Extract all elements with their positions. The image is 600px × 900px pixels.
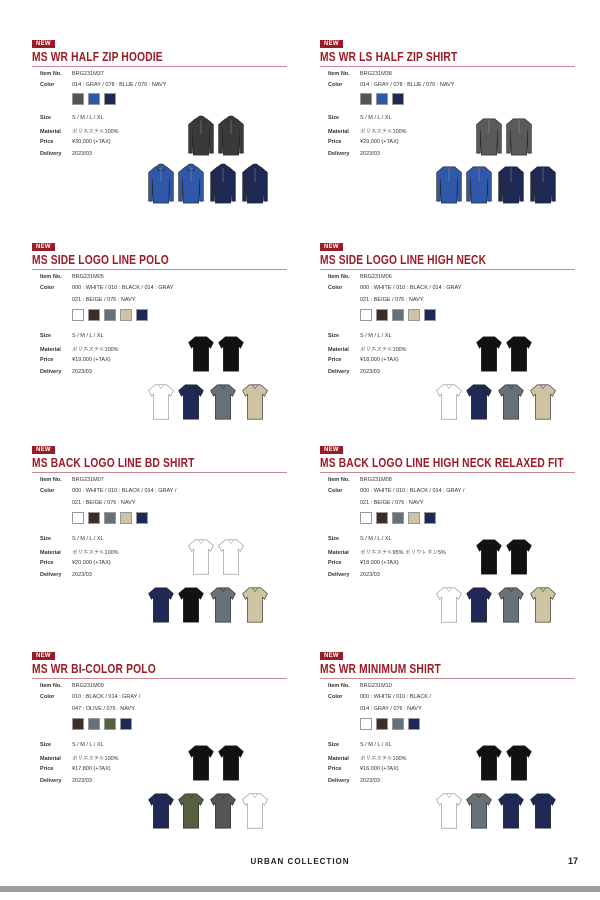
delivery-value: 2023/03 <box>360 151 380 157</box>
color-value: 014 : GRAY / 078 : BLUE / 076 : NAVY <box>360 82 455 88</box>
color-swatches <box>72 512 148 524</box>
polo-shirt-icon <box>209 381 237 428</box>
size-label: Size <box>328 742 340 748</box>
high-neck-shirt-icon <box>497 381 525 428</box>
material-label: Material <box>328 129 349 135</box>
material-value: ポリエステル100% <box>72 550 119 556</box>
color-value: 000 : WHITE / 010 : BLACK / 014 : GRAY / <box>360 488 465 494</box>
material-value: ポリエステル100% <box>360 347 407 353</box>
color-value-line2: 021 : BEIGE / 076 : NAVY <box>360 500 424 506</box>
color-swatch <box>104 512 116 524</box>
polo-shirt-icon <box>241 381 269 428</box>
size-value: S / M / L / XL <box>360 742 392 748</box>
color-label: Color <box>40 488 55 494</box>
color-value: 000 : WHITE / 010 : BLACK / 014 : GRAY <box>72 285 174 291</box>
color-swatch <box>360 93 372 105</box>
color-swatch <box>360 309 372 321</box>
garment-images <box>435 115 595 235</box>
item-no-value: BRG231M38 <box>360 71 392 77</box>
hoodie-icon <box>177 163 205 210</box>
size-value: S / M / L / XL <box>360 333 392 339</box>
title-rule <box>320 678 575 679</box>
item-no-value: BRG231M08 <box>360 477 392 483</box>
delivery-value: 2023/03 <box>360 778 380 784</box>
title-rule <box>32 472 287 473</box>
bicolor-polo-icon <box>241 790 269 837</box>
long-sleeve-shirt-icon <box>529 163 557 210</box>
size-value: S / M / L / XL <box>72 536 104 542</box>
price-label: Price <box>40 139 54 145</box>
color-swatches <box>72 718 132 730</box>
color-swatch <box>136 512 148 524</box>
material-label: Material <box>328 550 349 556</box>
color-swatch <box>392 309 404 321</box>
product-title: MS WR BI-COLOR POLO <box>32 662 156 676</box>
color-swatch <box>376 93 388 105</box>
size-value: S / M / L / XL <box>72 115 104 121</box>
color-swatches <box>360 718 420 730</box>
color-swatch <box>120 718 132 730</box>
high-neck-shirt-icon <box>475 333 503 380</box>
color-label: Color <box>40 694 55 700</box>
minimum-shirt-icon <box>529 790 557 837</box>
new-badge: NEW <box>32 652 55 660</box>
color-swatch <box>88 512 100 524</box>
size-label: Size <box>328 536 340 542</box>
bicolor-polo-icon <box>177 790 205 837</box>
title-rule <box>32 678 287 679</box>
bicolor-polo-icon <box>187 742 215 789</box>
garment-images <box>147 115 307 235</box>
long-sleeve-shirt-icon <box>465 163 493 210</box>
new-badge: NEW <box>320 243 343 251</box>
minimum-shirt-icon <box>505 742 533 789</box>
item-no-label: Item No. <box>328 71 350 77</box>
new-badge: NEW <box>32 40 55 48</box>
page-number: 17 <box>567 856 578 866</box>
color-swatch <box>72 93 84 105</box>
color-swatch <box>424 309 436 321</box>
size-value: S / M / L / XL <box>72 333 104 339</box>
size-value: S / M / L / XL <box>360 536 392 542</box>
product-block <box>32 243 302 433</box>
color-swatches <box>360 93 404 105</box>
title-rule <box>320 66 575 67</box>
material-value: ポリエステル100% <box>72 129 119 135</box>
color-value: 000 : WHITE / 010 : BLACK / 014 : GRAY <box>360 285 462 291</box>
polo-shirt-icon <box>217 333 245 380</box>
minimum-shirt-icon <box>497 790 525 837</box>
price-value: ¥19,000 (+TAX) <box>72 357 111 363</box>
relaxed-high-neck-icon <box>475 536 503 583</box>
product-block <box>32 446 302 636</box>
product-title: MS BACK LOGO LINE BD SHIRT <box>32 456 195 470</box>
price-value: ¥20,000 (+TAX) <box>72 560 111 566</box>
bd-shirt-icon <box>217 536 245 583</box>
delivery-label: Delivery <box>40 572 62 578</box>
product-block <box>320 40 590 230</box>
item-no-value: BRG231M07 <box>72 477 104 483</box>
color-value: 000 : WHITE / 010 : BLACK / 014 : GRAY / <box>72 488 177 494</box>
product-title: MS WR HALF ZIP HOODIE <box>32 50 163 64</box>
title-rule <box>320 472 575 473</box>
item-no-label: Item No. <box>40 71 62 77</box>
bicolor-polo-icon <box>209 790 237 837</box>
color-swatch <box>392 718 404 730</box>
color-value: 010 : BLACK / 014 : GRAY / <box>72 694 141 700</box>
color-swatch <box>408 512 420 524</box>
bd-shirt-icon <box>187 536 215 583</box>
new-badge: NEW <box>320 446 343 454</box>
bd-shirt-icon <box>241 584 269 631</box>
high-neck-shirt-icon <box>465 381 493 428</box>
price-value: ¥18,000 (+TAX) <box>360 560 399 566</box>
bicolor-polo-icon <box>217 742 245 789</box>
product-block <box>320 446 590 636</box>
delivery-label: Delivery <box>328 151 350 157</box>
polo-shirt-icon <box>147 381 175 428</box>
relaxed-high-neck-icon <box>435 584 463 631</box>
item-no-label: Item No. <box>40 477 62 483</box>
high-neck-shirt-icon <box>505 333 533 380</box>
title-rule <box>32 269 287 270</box>
hoodie-icon <box>187 115 215 162</box>
price-label: Price <box>328 560 342 566</box>
hoodie-icon <box>241 163 269 210</box>
price-label: Price <box>328 357 342 363</box>
minimum-shirt-icon <box>435 790 463 837</box>
item-no-label: Item No. <box>40 683 62 689</box>
color-swatch <box>376 309 388 321</box>
minimum-shirt-icon <box>465 790 493 837</box>
color-swatch <box>72 512 84 524</box>
bd-shirt-icon <box>177 584 205 631</box>
item-no-label: Item No. <box>328 477 350 483</box>
item-no-value: BRG231M09 <box>72 683 104 689</box>
color-value: 014 : GRAY / 078 : BLUE / 076 : NAVY <box>72 82 167 88</box>
title-rule <box>320 269 575 270</box>
polo-shirt-icon <box>177 381 205 428</box>
material-label: Material <box>40 129 61 135</box>
material-label: Material <box>328 756 349 762</box>
price-value: ¥17,800 (+TAX) <box>72 766 111 772</box>
polo-shirt-icon <box>187 333 215 380</box>
color-swatch <box>136 309 148 321</box>
material-value: ポリエステル100% <box>360 756 407 762</box>
color-swatch <box>408 309 420 321</box>
color-swatches <box>360 309 436 321</box>
material-value: ポリエステル95% ポリウレタン5% <box>360 550 446 556</box>
bd-shirt-icon <box>147 584 175 631</box>
color-label: Color <box>328 82 343 88</box>
high-neck-shirt-icon <box>435 381 463 428</box>
material-label: Material <box>40 550 61 556</box>
garment-images <box>435 536 595 656</box>
price-value: ¥29,000 (+TAX) <box>360 139 399 145</box>
color-swatch <box>376 512 388 524</box>
size-label: Size <box>328 333 340 339</box>
long-sleeve-shirt-icon <box>505 115 533 162</box>
product-title: MS BACK LOGO LINE HIGH NECK RELAXED FIT <box>320 456 564 470</box>
delivery-label: Delivery <box>40 151 62 157</box>
color-label: Color <box>328 488 343 494</box>
color-label: Color <box>40 82 55 88</box>
product-block <box>320 243 590 433</box>
material-label: Material <box>40 347 61 353</box>
price-value: ¥18,000 (+TAX) <box>360 357 399 363</box>
material-value: ポリエステル100% <box>360 129 407 135</box>
garment-images <box>147 742 307 862</box>
price-label: Price <box>40 357 54 363</box>
relaxed-high-neck-icon <box>497 584 525 631</box>
product-title: MS WR MINIMUM SHIRT <box>320 662 441 676</box>
color-value-line2: 014 : GRAY / 076 : NAVY <box>360 706 422 712</box>
bd-shirt-icon <box>209 584 237 631</box>
relaxed-high-neck-icon <box>505 536 533 583</box>
color-label: Color <box>328 285 343 291</box>
garment-images <box>147 333 307 453</box>
color-swatch <box>376 718 388 730</box>
item-no-value: BRG231M37 <box>72 71 104 77</box>
long-sleeve-shirt-icon <box>497 163 525 210</box>
hoodie-icon <box>217 115 245 162</box>
delivery-value: 2023/03 <box>72 778 92 784</box>
price-label: Price <box>40 766 54 772</box>
delivery-label: Delivery <box>328 369 350 375</box>
footer-collection-title: URBAN COLLECTION <box>250 857 350 866</box>
relaxed-high-neck-icon <box>529 584 557 631</box>
color-swatch <box>120 309 132 321</box>
delivery-value: 2023/03 <box>360 572 380 578</box>
delivery-label: Delivery <box>40 778 62 784</box>
new-badge: NEW <box>320 40 343 48</box>
garment-images <box>147 536 307 656</box>
product-block <box>320 652 590 842</box>
color-swatch <box>360 512 372 524</box>
delivery-value: 2023/03 <box>72 369 92 375</box>
footer-bar <box>0 886 600 892</box>
delivery-label: Delivery <box>40 369 62 375</box>
price-value: ¥30,000 (+TAX) <box>72 139 111 145</box>
color-swatch <box>88 93 100 105</box>
size-value: S / M / L / XL <box>72 742 104 748</box>
color-swatch <box>72 718 84 730</box>
long-sleeve-shirt-icon <box>475 115 503 162</box>
item-no-value: BRG231M10 <box>360 683 392 689</box>
color-swatch <box>104 93 116 105</box>
delivery-value: 2023/03 <box>72 151 92 157</box>
color-swatch <box>360 718 372 730</box>
color-value: 000 : WHITE / 010 : BLACK / <box>360 694 431 700</box>
size-value: S / M / L / XL <box>360 115 392 121</box>
color-swatches <box>72 93 116 105</box>
price-value: ¥16,000 (+TAX) <box>360 766 399 772</box>
product-title: MS WR LS HALF ZIP SHIRT <box>320 50 458 64</box>
size-label: Size <box>40 536 52 542</box>
delivery-label: Delivery <box>328 778 350 784</box>
product-block <box>32 652 302 842</box>
color-swatch <box>88 309 100 321</box>
long-sleeve-shirt-icon <box>435 163 463 210</box>
relaxed-high-neck-icon <box>465 584 493 631</box>
size-label: Size <box>40 333 52 339</box>
minimum-shirt-icon <box>475 742 503 789</box>
new-badge: NEW <box>320 652 343 660</box>
color-swatch <box>424 512 436 524</box>
price-label: Price <box>40 560 54 566</box>
price-label: Price <box>328 766 342 772</box>
item-no-value: BRG231M05 <box>72 274 104 280</box>
hoodie-icon <box>147 163 175 210</box>
color-swatch <box>392 512 404 524</box>
product-title: MS SIDE LOGO LINE HIGH NECK <box>320 253 487 267</box>
product-title: MS SIDE LOGO LINE POLO <box>32 253 169 267</box>
material-value: ポリエステル100% <box>72 347 119 353</box>
delivery-value: 2023/03 <box>72 572 92 578</box>
price-label: Price <box>328 139 342 145</box>
color-value-line2: 021 : BEIGE / 076 : NAVY <box>72 297 136 303</box>
color-swatch <box>120 512 132 524</box>
size-label: Size <box>40 742 52 748</box>
color-swatch <box>408 718 420 730</box>
color-swatch <box>72 309 84 321</box>
color-swatch <box>104 718 116 730</box>
item-no-label: Item No. <box>328 683 350 689</box>
new-badge: NEW <box>32 446 55 454</box>
item-no-value: BRG231M06 <box>360 274 392 280</box>
color-value-line2: 021 : BEIGE / 076 : NAVY <box>360 297 424 303</box>
color-swatch <box>88 718 100 730</box>
material-value: ポリエステル100% <box>72 756 119 762</box>
size-label: Size <box>40 115 52 121</box>
title-rule <box>32 66 287 67</box>
color-value-line2: 021 : BEIGE / 076 : NAVY <box>72 500 136 506</box>
delivery-label: Delivery <box>328 572 350 578</box>
color-swatch <box>104 309 116 321</box>
color-label: Color <box>328 694 343 700</box>
color-swatches <box>360 512 436 524</box>
size-label: Size <box>328 115 340 121</box>
product-block <box>32 40 302 230</box>
color-label: Color <box>40 285 55 291</box>
bicolor-polo-icon <box>147 790 175 837</box>
item-no-label: Item No. <box>40 274 62 280</box>
hoodie-icon <box>209 163 237 210</box>
material-label: Material <box>40 756 61 762</box>
color-swatches <box>72 309 148 321</box>
new-badge: NEW <box>32 243 55 251</box>
delivery-value: 2023/03 <box>360 369 380 375</box>
color-swatch <box>392 93 404 105</box>
garment-images <box>435 333 595 453</box>
item-no-label: Item No. <box>328 274 350 280</box>
color-value-line2: 047 : OLIVE / 076 : NAVY <box>72 706 135 712</box>
high-neck-shirt-icon <box>529 381 557 428</box>
garment-images <box>435 742 595 862</box>
material-label: Material <box>328 347 349 353</box>
